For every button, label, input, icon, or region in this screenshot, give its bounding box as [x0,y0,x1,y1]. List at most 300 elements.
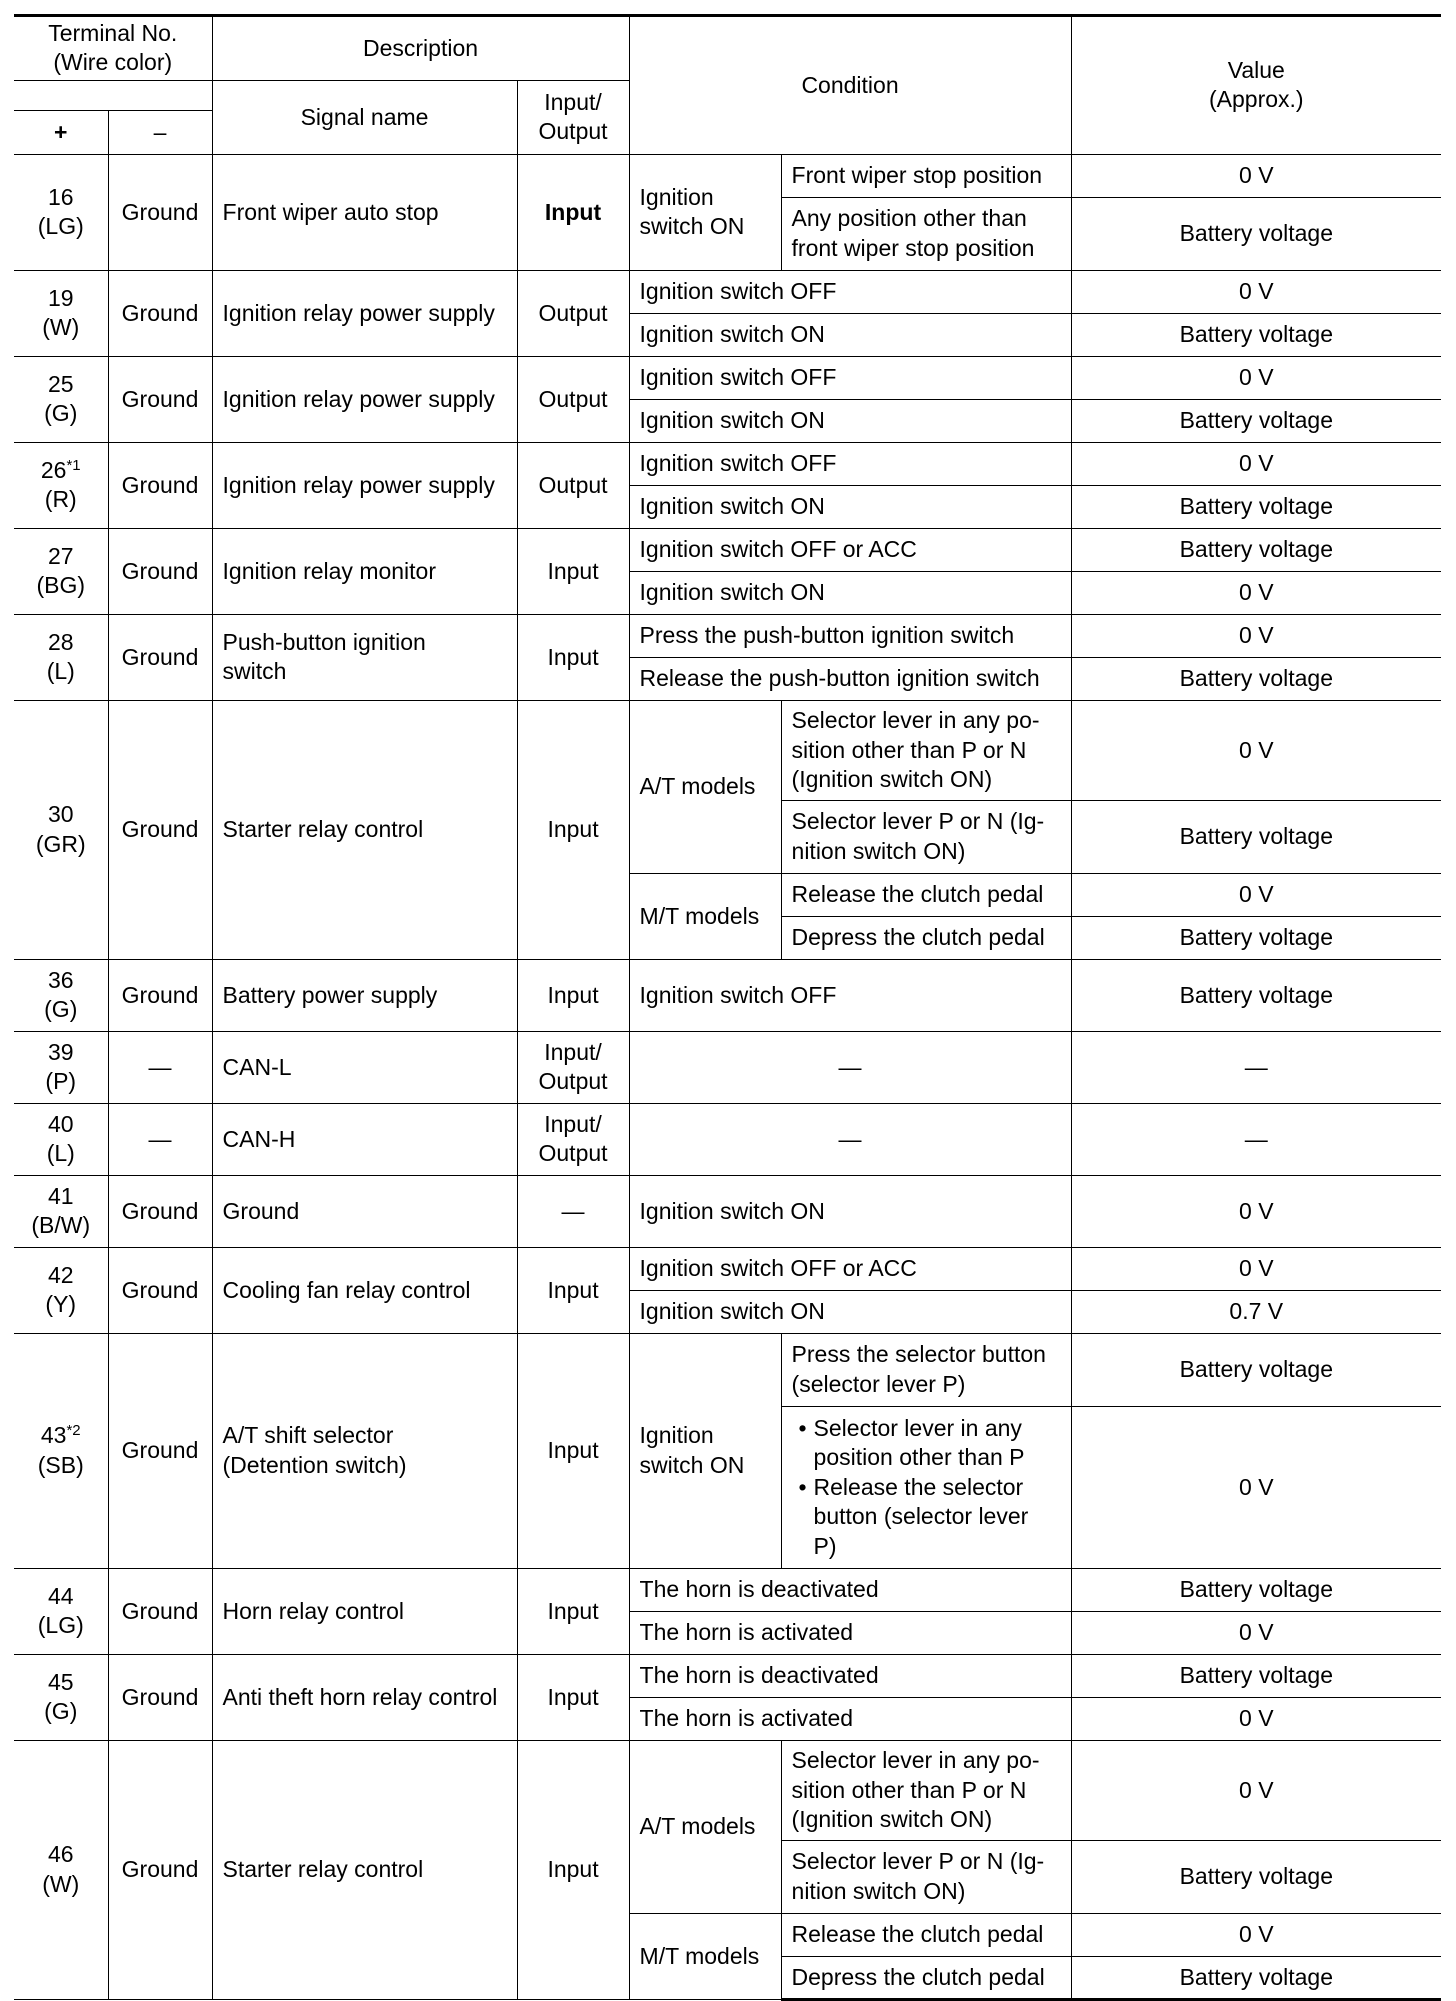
terminal-table [14,14,1441,2001]
condition-group-cell [629,1333,781,1568]
input-output: Input [547,1437,599,1464]
value-cell: Battery voltage [1071,1333,1441,1406]
signal-name-cell [212,1031,517,1103]
signal-name: Push-button ignition [222,628,426,655]
minus-terminal-cell: Ground [108,614,212,700]
minus-terminal-cell: — [108,1103,212,1175]
header-signal-name: Signal name [212,80,517,154]
input-output-cell [517,1654,629,1740]
signal-name: Anti theft horn relay control [222,1683,498,1710]
condition-text: (Ignition switch ON) [791,766,993,793]
signal-name: Cooling fan relay control [222,1276,471,1303]
value-cell: Battery voltage [1071,1956,1441,1999]
signal-name: Ignition relay power supply [222,385,495,412]
minus-terminal-cell: Ground [108,700,212,959]
minus-terminal-cell: Ground [108,1568,212,1654]
condition-group-cell [629,700,781,873]
terminal-footnote: *1 [66,456,81,474]
condition-group-label: M/T models [639,902,760,929]
bullet-icon: • [798,1473,807,1500]
value-cell: 0 V [1071,1611,1441,1654]
table-row [14,442,1441,485]
signal-name: CAN-H [222,1125,296,1152]
condition-text: (Ignition switch ON) [791,1806,993,1833]
terminal-number-text: 28 [47,628,74,655]
condition-cell [629,356,1071,399]
signal-name-cell [212,1568,517,1654]
value-cell: Battery voltage [1071,313,1441,356]
condition-text: Release the clutch pedal [791,1921,1044,1948]
signal-name-cell [212,1740,517,1999]
wire-color: (R) [44,486,77,513]
input-output: Input/ [544,1038,602,1065]
minus-terminal-cell: Ground [108,1654,212,1740]
condition-cell [629,657,1071,700]
condition-group-label: switch ON [639,213,745,240]
condition-cell [781,1740,1071,1840]
input-output: Input [547,643,599,670]
terminal-cell [14,442,108,528]
condition-text: sition other than P or N [791,1776,1027,1803]
minus-terminal-cell: Ground [108,959,212,1031]
value-cell: Battery voltage [1071,1568,1441,1611]
condition-group-cell [629,873,781,959]
bullet-line: Selector lever in any [813,1414,1022,1441]
condition-group-label: Ignition [639,183,714,210]
signal-name: CAN-L [222,1053,292,1080]
condition-cell [629,1611,1071,1654]
condition-group-label: A/T models [639,773,756,800]
wire-color: (SB) [37,1451,84,1478]
wire-color: (L) [46,1140,75,1167]
condition-text: Release the clutch pedal [791,881,1044,908]
value-cell: 0 V [1071,873,1441,916]
bullet-line: position other than P [813,1444,1025,1471]
terminal-cell [14,1333,108,1568]
signal-name-cell [212,1247,517,1333]
terminal-number [24,284,98,313]
signal-name-cell [212,270,517,356]
minus-terminal-cell: — [108,1031,212,1103]
signal-name: Ignition relay power supply [222,299,495,326]
input-output: Input [544,198,602,225]
terminal-table-container [14,14,1441,2001]
wire-color: (B/W) [31,1212,91,1239]
wire-color: (W) [42,314,80,341]
input-output-cell [517,959,629,1031]
condition-text: The horn is deactivated [639,1662,879,1689]
input-output: Output [538,385,608,412]
condition-text: Press the push-button ignition switch [639,622,1015,649]
condition-cell [781,800,1071,873]
condition-cell [781,916,1071,959]
condition-text: Ignition switch ON [639,1298,825,1325]
condition-cell [781,1956,1071,1999]
value-cell: Battery voltage [1071,959,1441,1031]
condition-cell: Ignition switch ON [629,1175,1071,1247]
minus-terminal-cell: Ground [108,1175,212,1247]
signal-name: (Detention switch) [222,1451,407,1478]
input-output: Input [547,1683,599,1710]
terminal-number [24,1038,98,1067]
bullet-line: Release the selector [813,1473,1024,1500]
signal-name: Battery power supply [222,981,438,1008]
condition-text: Ignition switch ON [639,579,825,606]
header-description: Description [212,16,629,81]
condition-cell [629,485,1071,528]
wire-color: (G) [44,996,78,1023]
condition-cell [781,873,1071,916]
table-row [14,1103,1441,1175]
condition-text: Depress the clutch pedal [791,1963,1045,1990]
input-output-cell [517,1333,629,1568]
input-output-cell [517,700,629,959]
condition-text: Ignition switch OFF or ACC [639,1255,917,1282]
condition-text: Release the push-button ignition switch [639,665,1040,692]
signal-name-cell [212,959,517,1031]
minus-terminal-cell: Ground [108,528,212,614]
minus-terminal-cell: Ground [108,270,212,356]
terminal-number-text: 30 [47,801,74,828]
condition-cell: Ignition switch OFF [629,959,1071,1031]
value-cell: Battery voltage [1071,800,1441,873]
input-output: Input [547,981,599,1008]
condition-text: Selector lever in any po- [791,1747,1040,1774]
value-cell: 0 V [1071,700,1441,800]
signal-name-cell [212,1175,517,1247]
condition-cell [629,313,1071,356]
table-row [14,154,1441,197]
input-output: Input [547,1597,599,1624]
condition-text: Ignition switch OFF [639,278,837,305]
signal-name: switch [222,658,287,685]
terminal-number-text: 26 [40,456,67,483]
terminal-number [24,966,98,995]
condition-cell [781,1406,1071,1568]
input-output-cell [517,442,629,528]
value-cell: — [1071,1031,1441,1103]
condition-cell: — [629,1031,1071,1103]
terminal-cell [14,154,108,270]
bullet-item [792,1414,1061,1473]
signal-name: Starter relay control [222,816,424,843]
condition-text: The horn is deactivated [639,1576,879,1603]
header-plus: + [14,110,108,154]
condition-text: The horn is activated [639,1619,854,1646]
condition-group-label: M/T models [639,1942,760,1969]
condition-group-cell [629,1740,781,1913]
minus-terminal-cell: Ground [108,1740,212,1999]
table-row [14,1654,1441,1697]
minus-terminal-cell: Ground [108,1333,212,1568]
wire-color: (G) [44,1698,78,1725]
wire-color: (GR) [35,830,86,857]
value-cell: 0 V [1071,614,1441,657]
table-row [14,1740,1441,1840]
condition-text: sition other than P or N [791,736,1027,763]
value-cell: 0 V [1071,1697,1441,1740]
input-output-cell [517,614,629,700]
condition-cell [629,1654,1071,1697]
terminal-cell [14,1031,108,1103]
signal-name-cell [212,154,517,270]
condition-text: Selector lever P or N (Ig- [791,808,1045,835]
input-output: Output [538,471,608,498]
terminal-cell [14,528,108,614]
terminal-number [24,370,98,399]
terminal-cell [14,1568,108,1654]
input-output: Output [538,299,608,326]
condition-group-cell [629,1913,781,1999]
input-output: Input [547,1856,599,1883]
condition-text: Ignition switch OFF [639,450,837,477]
condition-cell [781,197,1071,270]
terminal-number [24,1582,98,1611]
wire-color: (W) [42,1870,80,1897]
signal-name: Front wiper auto stop [222,198,439,225]
condition-text: Front wiper stop position [791,162,1043,189]
terminal-number [24,800,98,829]
wire-color: (Y) [45,1291,77,1318]
signal-name-cell [212,1333,517,1568]
bullet-text [814,1473,1061,1561]
terminal-number-text: 16 [47,183,74,210]
condition-cell [781,1840,1071,1913]
value-cell: 0 V [1071,1740,1441,1840]
value-cell: 0 V [1071,1913,1441,1956]
condition-cell [629,1697,1071,1740]
condition-text: nition switch ON) [791,837,966,864]
terminal-number [24,183,98,212]
input-output: Input/ [544,1110,602,1137]
bullet-line: P) [813,1532,837,1559]
terminal-number-text: 40 [47,1110,74,1137]
condition-group-label: A/T models [639,1813,756,1840]
condition-text: Ignition switch OFF or ACC [639,536,917,563]
input-output: Input [547,557,599,584]
input-output-cell [517,528,629,614]
condition-text: nition switch ON) [791,1877,966,1904]
value-cell: Battery voltage [1071,657,1441,700]
table-row [14,700,1441,800]
bullet-line: button (selector lever [813,1503,1029,1530]
terminal-number-text: 42 [47,1261,74,1288]
terminal-number-text: 41 [47,1182,74,1209]
condition-cell [781,1333,1071,1406]
signal-name-cell [212,528,517,614]
signal-name: Starter relay control [222,1856,424,1883]
condition-text: The horn is activated [639,1705,854,1732]
input-output-cell [517,1740,629,1999]
condition-text: front wiper stop position [791,234,1035,261]
terminal-footnote: *2 [66,1422,81,1440]
condition-text: Selector lever in any po- [791,707,1040,734]
signal-name: Horn relay control [222,1597,405,1624]
table-row [14,356,1441,399]
value-cell: 0 V [1071,571,1441,614]
condition-text: Depress the clutch pedal [791,924,1045,951]
minus-terminal-cell: Ground [108,442,212,528]
value-cell: Battery voltage [1071,528,1441,571]
signal-name: A/T shift selector [222,1422,394,1449]
bullet-item [792,1473,1061,1561]
header-minus: – [108,110,212,154]
signal-name-cell [212,1654,517,1740]
table-row [14,1175,1441,1247]
condition-cell [629,528,1071,571]
terminal-number [24,1840,98,1869]
signal-name-cell [212,700,517,959]
wire-color: (BG) [36,572,86,599]
terminal-cell [14,1740,108,1999]
terminal-cell [14,1103,108,1175]
terminal-number-text: 19 [47,284,74,311]
header-terminal-no: Terminal No. (Wire color) [14,16,212,81]
condition-cell: — [629,1103,1071,1175]
condition-text: Ignition switch OFF [639,364,837,391]
value-cell: Battery voltage [1071,197,1441,270]
terminal-number-text: 43 [40,1422,67,1449]
value-cell: Battery voltage [1071,485,1441,528]
input-output-cell [517,270,629,356]
table-row [14,528,1441,571]
bullet-text [814,1414,1061,1473]
terminal-cell [14,614,108,700]
input-output-cell [517,356,629,442]
condition-cell [781,1913,1071,1956]
condition-cell [629,1247,1071,1290]
terminal-number [24,628,98,657]
value-cell: 0 V [1071,356,1441,399]
value-cell: 0 V [1071,1247,1441,1290]
condition-cell [629,270,1071,313]
wire-color: (LG) [37,213,84,240]
signal-name: Ignition relay power supply [222,471,495,498]
terminal-number [24,1421,98,1450]
table-body [14,154,1441,1999]
value-cell: Battery voltage [1071,1840,1441,1913]
terminal-number [24,1110,98,1139]
terminal-cell [14,1247,108,1333]
input-output-cell [517,154,629,270]
terminal-number-text: 44 [47,1582,74,1609]
terminal-cell [14,700,108,959]
header-condition: Condition [629,16,1071,155]
value-cell: Battery voltage [1071,399,1441,442]
wire-color: (P) [45,1068,77,1095]
signal-name: Ignition relay monitor [222,557,437,584]
condition-text: Selector lever P or N (Ig- [791,1848,1045,1875]
table-row [14,1568,1441,1611]
terminal-number-text: 25 [47,370,74,397]
condition-group-label: switch ON [639,1451,745,1478]
value-cell: 0 V [1071,154,1441,197]
terminal-number-text: 27 [47,542,74,569]
minus-terminal-cell: Ground [108,356,212,442]
input-output: Input [547,1276,599,1303]
input-output-cell [517,1247,629,1333]
input-output: — [561,1197,585,1224]
condition-group-label: Ignition [639,1422,714,1449]
terminal-cell [14,356,108,442]
terminal-cell [14,270,108,356]
table-row [14,959,1441,1031]
wire-color: (L) [46,658,75,685]
condition-text: (selector lever P) [791,1370,966,1397]
header-value: Value (Approx.) [1071,16,1441,155]
table-row [14,1031,1441,1103]
terminal-cell [14,1654,108,1740]
terminal-number-text: 45 [47,1668,74,1695]
value-cell: Battery voltage [1071,1654,1441,1697]
header-terminal-spacer [14,80,212,110]
condition-cell [629,399,1071,442]
value-cell: 0 V [1071,270,1441,313]
bullet-icon: • [798,1414,807,1441]
input-output: Output [538,1140,608,1167]
terminal-number [24,1668,98,1697]
terminal-cell [14,1175,108,1247]
input-output: Input [547,816,599,843]
condition-text: Ignition switch ON [639,407,825,434]
condition-cell [781,700,1071,800]
terminal-number [24,542,98,571]
signal-name-cell [212,614,517,700]
condition-cell [629,1290,1071,1333]
condition-text: Ignition switch ON [639,493,825,520]
value-cell: 0.7 V [1071,1290,1441,1333]
condition-cell [629,1568,1071,1611]
value-cell: 0 V [1071,442,1441,485]
terminal-cell [14,959,108,1031]
signal-name: Ground [222,1197,300,1224]
table-row [14,614,1441,657]
condition-cell [781,154,1071,197]
minus-terminal-cell: Ground [108,154,212,270]
signal-name-cell [212,356,517,442]
input-output: Output [538,1068,608,1095]
terminal-number-text: 39 [47,1038,74,1065]
header-input-output: Input/ Output [517,80,629,154]
condition-group-cell [629,154,781,270]
value-cell: 0 V [1071,1175,1441,1247]
input-output-cell [517,1568,629,1654]
wire-color: (G) [44,400,78,427]
terminal-number-text: 46 [47,1841,74,1868]
table-row [14,270,1441,313]
value-cell: Battery voltage [1071,916,1441,959]
signal-name-cell [212,1103,517,1175]
value-cell: — [1071,1103,1441,1175]
condition-cell [629,571,1071,614]
value-cell: 0 V [1071,1406,1441,1568]
terminal-number [24,1261,98,1290]
condition-text: Any position other than [791,205,1027,232]
input-output-cell [517,1103,629,1175]
input-output-cell [517,1031,629,1103]
terminal-number [24,1182,98,1211]
terminal-number [24,456,98,485]
condition-text: Press the selector button [791,1341,1046,1368]
minus-terminal-cell: Ground [108,1247,212,1333]
condition-text: Ignition switch ON [639,321,825,348]
signal-name-cell [212,442,517,528]
condition-cell [629,442,1071,485]
terminal-number-text: 36 [47,966,74,993]
input-output-cell [517,1175,629,1247]
condition-cell [629,614,1071,657]
wire-color: (LG) [37,1612,84,1639]
